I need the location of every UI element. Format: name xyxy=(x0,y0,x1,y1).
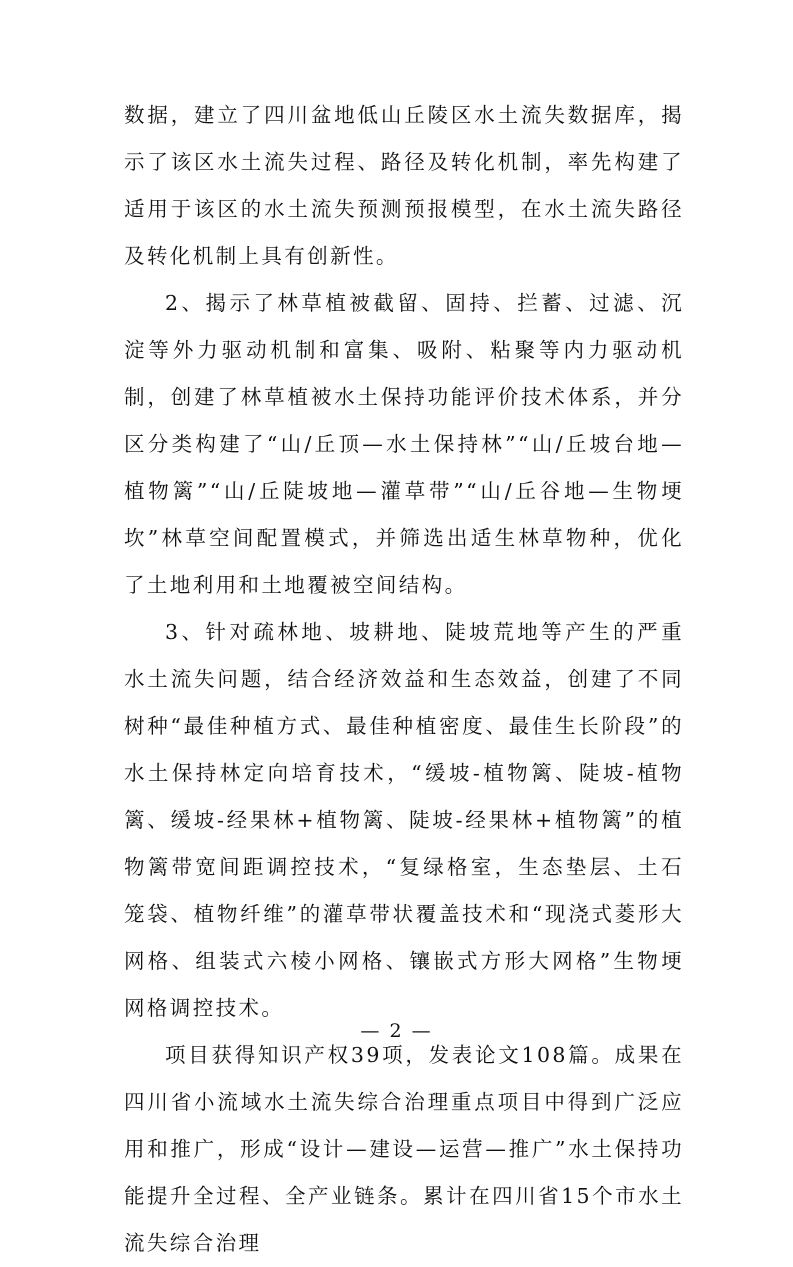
paragraph-achievements: 项目获得知识产权39项，发表论文108篇。成果在四川省小流域水土流失综合治理重点项目中得到广泛应用和推广，形成“设计—建设—运营—推广”水土保持功能提升全过程、全产业链条。累计在四川省15个市水土流失综合治理 xyxy=(124,1043,684,1255)
body-text xyxy=(124,92,684,1267)
paragraph-point-2: 2、揭示了林草植被截留、固持、拦蓄、过滤、沉淀等外力驱动机制和富集、吸附、粘聚等内力驱动机制，创建了林草植被水土保持功能评价技术体系，并分区分类构建了“山/丘顶—水土保持林”“山/丘坡台地—植物篱”“山/丘陡坡地—灌草带”“山/丘谷地—生物埂坎”林草空间配置模式，并筛选出适生林草物种，优化了土地利用和土地覆被空间结构。 xyxy=(124,291,684,597)
paragraph-point-3: 3、针对疏林地、坡耕地、陡坡荒地等产生的严重水土流失问题，结合经济效益和生态效益，创建了不同树种“最佳种植方式、最佳种植密度、最佳生长阶段”的水土保持林定向培育技术，“缓坡-植物篱、陡坡-植物篱、缓坡-经果林+植物篱、陡坡-经果林+植物篱”的植物篱带宽间距调控技术，“复绿格室，生态垫层、土石笼袋、植物纤维”的灌草带状覆盖技术和“现浇式菱形大网格、组装式六棱小网格、镶嵌式方形大网格”生物埂网格调控技术。 xyxy=(124,620,684,1020)
paragraph-data-and-model: 数据，建立了四川盆地低山丘陵区水土流失数据库，揭示了该区水土流失过程、路径及转化机制，率先构建了适用于该区的水土流失预测预报模型，在水土流失路径及转化机制上具有创新性。 xyxy=(124,103,684,268)
page-number: — 2 — xyxy=(360,1020,433,1042)
